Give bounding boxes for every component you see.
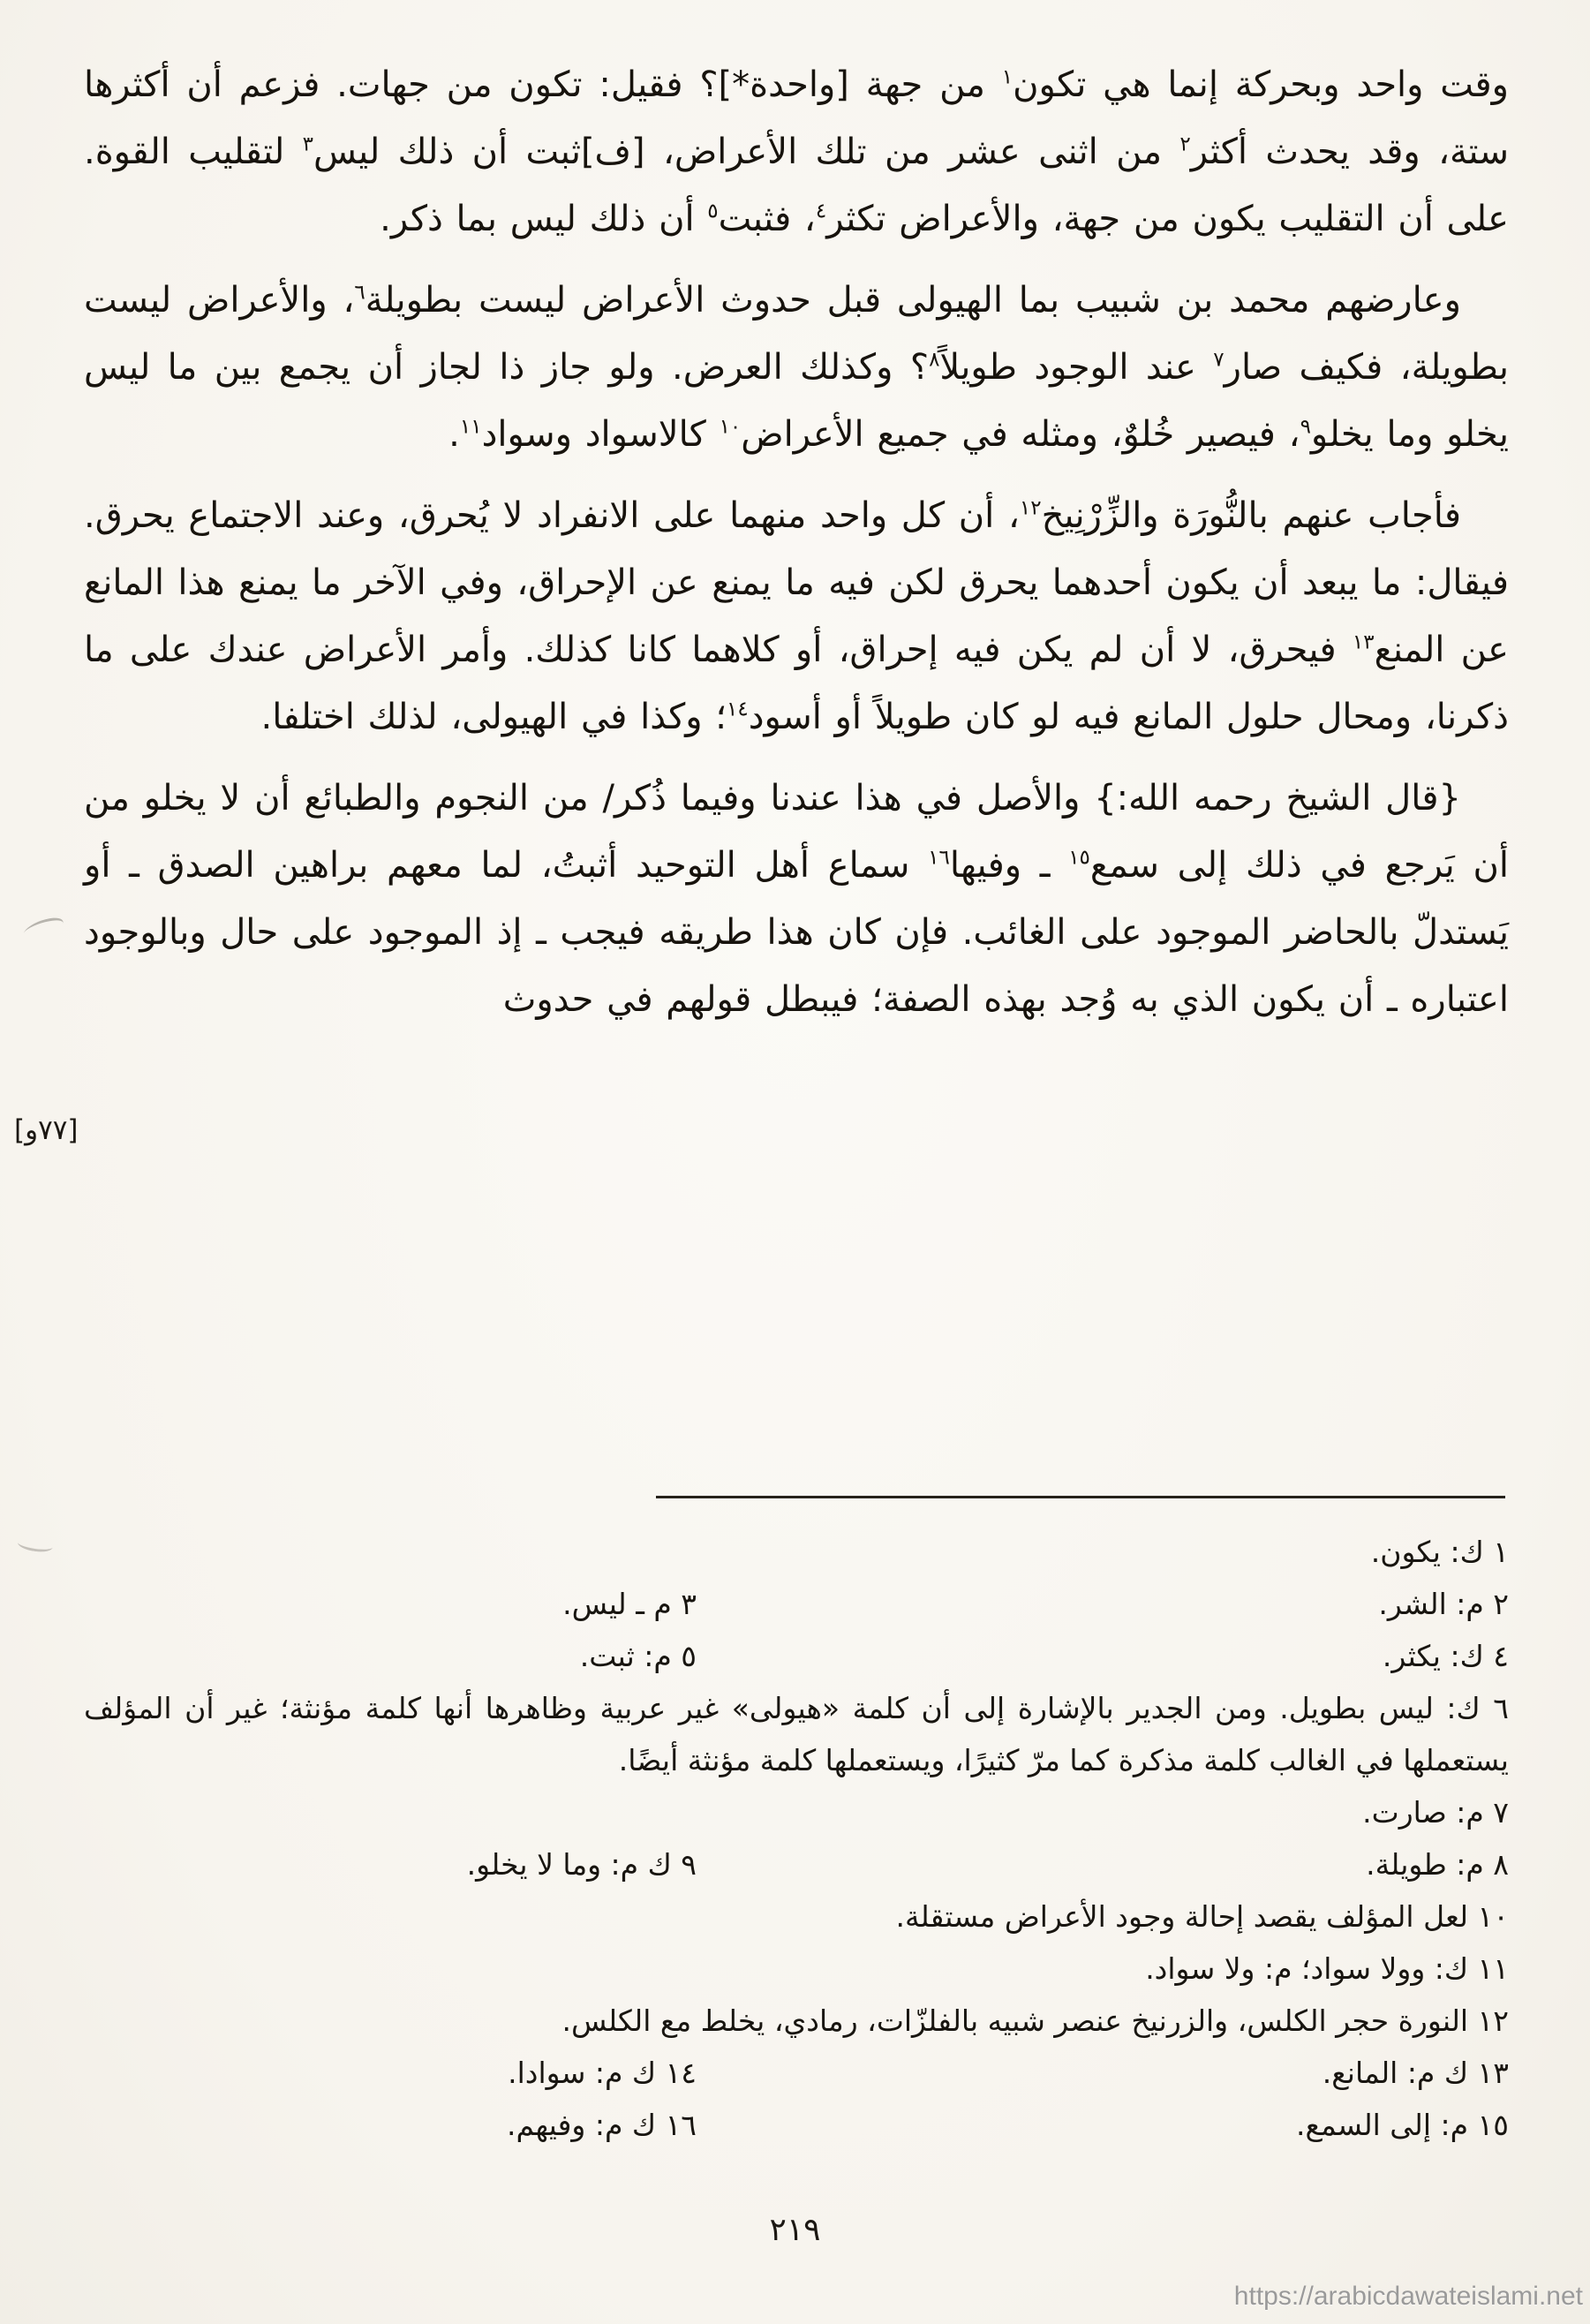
footnote-row [84,1682,1509,1786]
footnote-text: ٤ ك: يكثر. [1382,1639,1509,1673]
footnote-text: ١ ك: يكون. [1370,1535,1509,1569]
footnotes-block [84,1526,1509,2151]
footnote-text: ١٠ لعل المؤلف يقصد إحالة وجود الأعراض مستقلة. [895,1899,1509,1934]
stray-ink-mark [17,1536,54,1553]
footnote-row [84,1786,1509,1838]
footnote-text: ١٣ ك م: المانع. [1322,2056,1509,2090]
footnote-row [84,1890,1509,1943]
footnote-text: ٥ م: ثبت. [579,1639,697,1673]
footnote-row [84,1578,1509,1630]
paragraph: وعارضهم محمد بن شبيب بما الهيولى قبل حدوث الأعراض ليست بطويلة$^٦$، والأعراض ليست بطويلة، فكيف صار$^٧$ عند الوجود طويلاً$^٨$؟ وكذلك العرض. ولو جاز ذا لجاز أن يجمع بين ما ليس يخلو وما يخلو$^٩$، فيصير خُلوٌ، ومثله في جميع الأعراض$^{١٠}$ كالاسواد وسواد$^{١١}$. [84,280,1509,455]
folio-margin-note: [٧٧و] [14,1114,79,1146]
footnote-text: ٣ م ـ ليس. [562,1587,697,1621]
paragraph: وقت واحد وبحركة إنما هي تكون$^١$ من جهة [واحدة*]؟ فقيل: تكون من جهات. فزعم أن أكثرها ستة، وقد يحدث أكثر$^٢$ من اثنى عشر من تلك الأعراض، [ف]ثبت أن ذلك ليس$^٣$ لتقليب القوة. على أن التقليب يكون من جهة، والأعراض تكثر$^٤$، فثبت$^٥$ أن ذلك ليس بما ذكر. [84,64,1510,239]
footnote-text: ٢ م: الشر. [1378,1587,1509,1621]
footnote-row [84,1526,1509,1578]
main-text-block [84,51,1509,1047]
footnote-text: ١٦ ك م: وفيهم. [507,2108,697,2142]
watermark-url: https://arabicdawateislami.net [1233,2282,1583,2311]
page-number: ٢١٩ [769,2212,821,2248]
paragraph: فأجاب عنهم بالنُّورَة والزِّرْنِيخ$^{١٢}$، أن كل واحد منهما على الانفراد لا يُحرق، وعند الاجتماع يحرق. فيقال: ما يبعد أن يكون أحدهما يحرق لكن فيه ما يمنع عن الإحراق، وفي الآخر ما يمنع هذا المانع عن المنع$^{١٣}$ فيحرق، لا أن لم يكن فيه إحراق، أو كلاهما كانا كذلك. وأمر الأعراض عندك على ما ذكرنا، ومحال حلول المانع فيه لو كان طويلاً أو أسود$^{١٤}$؛ وكذا في الهيولى، لذلك اختلفا. [84,495,1509,737]
footnote-text: ٩ ك م: وما لا يخلو. [466,1847,697,1882]
paragraph: {قال الشيخ رحمه الله:} والأصل في هذا عندنا وفيما ذُكر/ من النجوم والطبائع أن لا يخلو من أن يَرجع في ذلك إلى سمع$^{١٥}$ ـ وفيها$^{١٦}$ سماع أهل التوحيد أثبتُ، لما معهم براهين الصدق ـ أو يَستدلّ بالحاضر الموجود على الغائب. فإن كان هذا طريقه فيجب ـ إذ الموجود على حال وبالوجود اعتباره ـ أن يكون الذي به وُجد بهذه الصفة؛ فيبطل قولهم في حدوث [84,778,1510,1020]
footnote-text: ١٥ م: إلى السمع. [1296,2108,1509,2142]
footnote-row [84,1838,1509,1890]
footnote-row [84,1995,1509,2047]
footnote-text: ٨ م: طويلة. [1366,1847,1509,1882]
footnote-row [84,2047,1509,2099]
footnote-text: ١٢ النورة حجر الكلس، والزرنيخ عنصر شبيه بالفلزّات، رمادي، يخلط مع الكلس. [561,2003,1509,2038]
footnote-text: ٦ ك: ليس بطويل. ومن الجدير بالإشارة إلى أن كلمة «هيولى» غير عربية وظاهرها أنها كلمة مؤنثة؛ غير أن المؤلف يستعملها في الغالب كلمة مذكرة كما مرّ كثيرًا، ويستعملها كلمة مؤنثة أيضًا. [84,1691,1509,1777]
footnote-row [84,1943,1509,1995]
footnote-row [84,1630,1509,1682]
footnote-text: ٧ م: صارت. [1362,1795,1509,1830]
footnote-text: ١٤ ك م: سوادا. [508,2056,697,2090]
stray-ink-mark [21,914,66,942]
footnote-row [84,2099,1509,2151]
footnote-text: ١١ ك: وولا سواد؛ م: ولا سواد. [1145,1951,1509,1986]
footnote-separator [656,1496,1505,1498]
